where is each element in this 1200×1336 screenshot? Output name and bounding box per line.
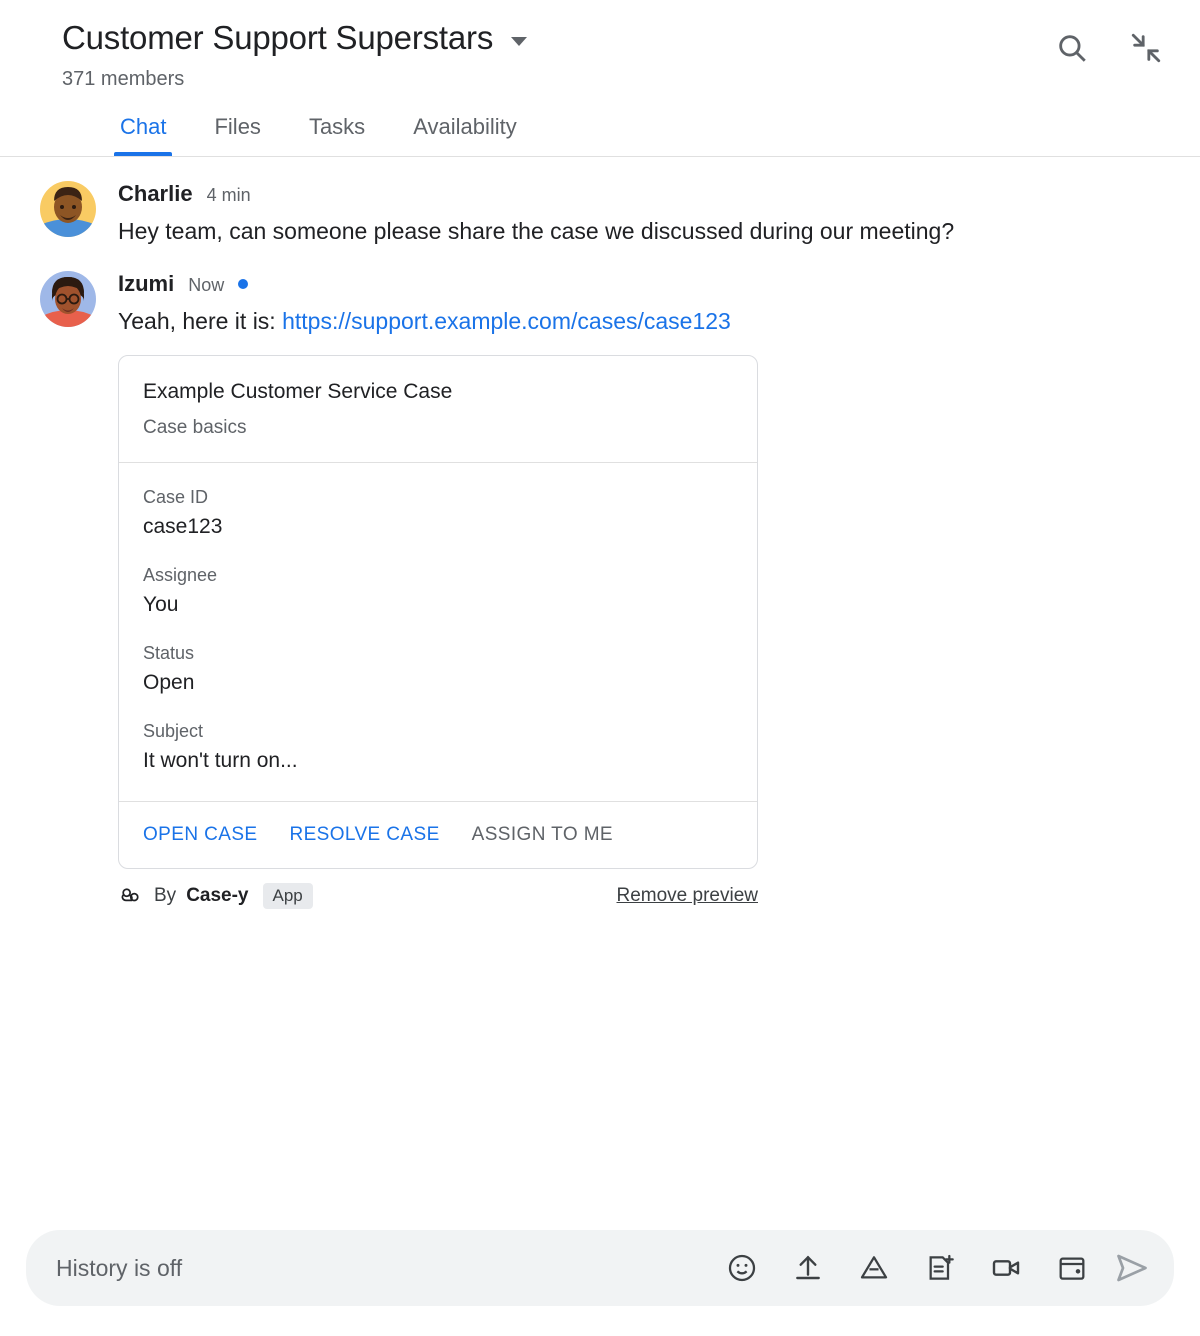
card-attribution xyxy=(118,883,758,909)
bot-icon xyxy=(118,883,144,909)
field-label: Subject xyxy=(143,721,204,741)
message-time: 4 min xyxy=(206,185,251,205)
page-title: Customer Support Superstars xyxy=(62,19,494,56)
member-count: 371 members xyxy=(62,68,185,90)
doc-add-icon[interactable] xyxy=(924,1252,956,1284)
card-header xyxy=(119,356,757,463)
field-label: Case ID xyxy=(143,487,209,507)
field-value: case123 xyxy=(143,515,223,538)
calendar-icon[interactable] xyxy=(1056,1252,1088,1284)
app-badge: App xyxy=(263,883,313,909)
open-case-button[interactable]: OPEN CASE xyxy=(143,824,258,845)
composer-area xyxy=(0,1230,1200,1336)
message-body xyxy=(118,181,1160,249)
header xyxy=(0,0,1200,92)
message-sender: Izumi xyxy=(118,271,175,296)
card-body xyxy=(119,463,757,802)
field-value: It won't turn on... xyxy=(143,749,298,772)
field-subject xyxy=(143,719,733,775)
assign-to-me-button[interactable]: ASSIGN TO ME xyxy=(471,824,613,845)
by-label: By xyxy=(154,885,177,906)
composer-icons xyxy=(726,1252,1088,1284)
message-sender: Charlie xyxy=(118,181,193,206)
tab-chat[interactable]: Chat xyxy=(96,114,190,156)
remove-preview-link[interactable]: Remove preview xyxy=(616,885,758,906)
message-text-prefix: Yeah, here it is: xyxy=(118,308,283,334)
send-icon[interactable] xyxy=(1114,1250,1150,1286)
field-assignee xyxy=(143,563,733,619)
message-header xyxy=(118,271,1160,297)
message-list xyxy=(0,157,1200,1230)
message-text: Hey team, can someone please share the case we discussed during our meeting? xyxy=(118,218,955,244)
message-header xyxy=(118,181,1160,207)
message-body xyxy=(118,271,1160,909)
card-title: Example Customer Service Case xyxy=(143,380,453,403)
message-item xyxy=(40,181,1160,249)
tab-files[interactable]: Files xyxy=(214,114,261,139)
message-item xyxy=(40,271,1160,909)
field-status xyxy=(143,641,733,697)
emoji-icon[interactable] xyxy=(726,1252,758,1284)
title-row xyxy=(62,18,1170,58)
case-link[interactable]: https://support.example.com/cases/case123 xyxy=(282,308,731,334)
header-actions xyxy=(1052,28,1166,68)
chevron-down-icon[interactable] xyxy=(511,37,527,46)
message-composer[interactable] xyxy=(26,1230,1174,1306)
card-actions xyxy=(119,802,757,868)
search-icon[interactable] xyxy=(1052,28,1092,68)
app-name: Case-y xyxy=(186,885,249,906)
field-value: Open xyxy=(143,671,195,694)
field-label: Status xyxy=(143,643,195,663)
tab-availability[interactable]: Availability xyxy=(413,114,517,139)
collapse-icon[interactable] xyxy=(1126,28,1166,68)
message-text xyxy=(118,303,1018,339)
tab-tasks[interactable]: Tasks xyxy=(308,114,366,139)
tab-bar xyxy=(0,92,1200,157)
upload-icon[interactable] xyxy=(792,1252,824,1284)
message-input[interactable]: History is off xyxy=(56,1254,183,1281)
field-label: Assignee xyxy=(143,565,218,585)
field-value: You xyxy=(143,593,179,616)
unread-dot-icon xyxy=(238,279,248,289)
video-icon[interactable] xyxy=(990,1252,1022,1284)
case-preview-card xyxy=(118,355,758,869)
avatar[interactable] xyxy=(40,271,96,327)
card-subtitle: Case basics xyxy=(143,417,247,438)
drive-icon[interactable] xyxy=(858,1252,890,1284)
field-case-id xyxy=(143,485,733,541)
resolve-case-button[interactable]: RESOLVE CASE xyxy=(289,824,440,845)
avatar[interactable] xyxy=(40,181,96,237)
message-time: Now xyxy=(188,275,225,295)
